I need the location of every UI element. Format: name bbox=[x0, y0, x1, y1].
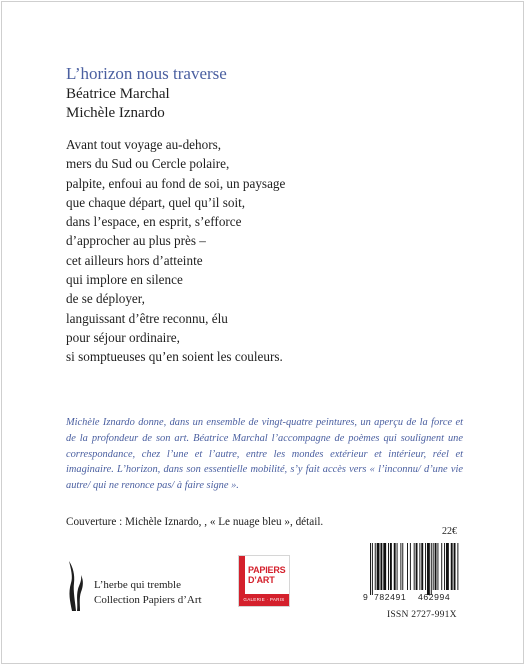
barcode-bar bbox=[419, 543, 420, 590]
poem-line: de se déployer, bbox=[66, 291, 145, 307]
publisher-name: L’herbe qui tremble bbox=[94, 579, 181, 591]
price-label: 22€ bbox=[442, 526, 457, 537]
author-2: Michèle Iznardo bbox=[66, 105, 165, 121]
issn-label: ISSN 2727-991X bbox=[387, 609, 457, 620]
poem-line: Avant tout voyage au-dehors, bbox=[66, 137, 222, 152]
blurb-paragraph: Michèle Iznardo donne, dans un ensemble de vingt-quatre peintures, un aperçu de la force et de la profondeur de son art. Béatrice Marchal l’accompagne de poèmes qui soulignent une correspondance, chez l’une et l’autre, entre les mondes extérieur et intérieur, réel et imaginaire. L’horizon, dans son essentielle mobilité, s’y fait accès vers « l’inconnu/ d’une vie autre/ qui ne renonce pas/ à faire signe ». bbox=[66, 417, 463, 492]
logo-line-1: PAPIERS bbox=[248, 565, 286, 575]
poem-line: si somptueuses qu’en soient les couleurs. bbox=[66, 349, 283, 365]
poem-line: dans l’espace, en esprit, s’efforce bbox=[66, 214, 242, 230]
barcode-bar bbox=[444, 543, 445, 590]
poem-line: palpite, enfoui au fond de soi, un paysage bbox=[66, 175, 286, 191]
papiers-dart-logo bbox=[238, 555, 290, 607]
barcode-bar bbox=[410, 543, 411, 590]
barcode-bar bbox=[457, 543, 458, 590]
barcode-bar bbox=[446, 543, 449, 590]
poem-line: cet ailleurs hors d’atteinte bbox=[66, 252, 203, 268]
barcode-bar bbox=[414, 543, 415, 590]
barcode-bar bbox=[454, 543, 456, 590]
author-1: Béatrice Marchal bbox=[66, 86, 170, 102]
book-title: L’horizon nous traverse bbox=[66, 64, 227, 83]
barcode-bar bbox=[380, 543, 382, 590]
barcode-bar bbox=[416, 543, 418, 590]
barcode-digits-left: 782491 bbox=[374, 592, 407, 602]
barcode-bar bbox=[441, 543, 442, 590]
back-cover bbox=[1, 1, 524, 664]
barcode-bar bbox=[427, 543, 430, 595]
barcode-bar bbox=[394, 543, 396, 590]
barcode-bar bbox=[431, 543, 432, 595]
barcode-bar bbox=[433, 543, 434, 590]
barcode-bar bbox=[421, 543, 423, 590]
barcode-bar bbox=[425, 543, 426, 590]
poem-line: qui implore en silence bbox=[66, 272, 183, 288]
barcode-bar bbox=[402, 543, 403, 590]
grass-logo-icon bbox=[66, 557, 88, 611]
barcode-bar bbox=[370, 543, 371, 595]
publisher-block bbox=[94, 578, 202, 607]
barcode-bar bbox=[451, 543, 453, 590]
barcode-bar bbox=[375, 543, 376, 590]
barcode-bar bbox=[397, 543, 398, 590]
barcode-bar bbox=[377, 543, 380, 590]
barcode-bar bbox=[390, 543, 392, 590]
cover-credit: Couverture : Michèle Iznardo, , « Le nuage bleu », détail. bbox=[66, 516, 324, 528]
barcode-digit-first: 9 bbox=[363, 592, 368, 602]
barcode-bar bbox=[388, 543, 389, 590]
barcode-digits-right: 462994 bbox=[418, 592, 451, 602]
barcode-bar bbox=[435, 543, 437, 590]
poem-line: que chaque départ, quel qu’il soit, bbox=[66, 194, 246, 210]
poem-line: languissant d’être reconnu, élu bbox=[66, 310, 228, 326]
logo-tagline: GALERIE · PARIS bbox=[239, 594, 289, 606]
barcode-bar bbox=[400, 543, 401, 590]
poem-line: mers du Sud ou Cercle polaire, bbox=[66, 156, 230, 172]
barcode-bar bbox=[437, 543, 438, 590]
poem-line: pour séjour ordinaire, bbox=[66, 329, 180, 345]
collection-name: Collection Papiers d’Art bbox=[94, 593, 202, 606]
logo-line-2: D’ART bbox=[248, 574, 275, 585]
barcode-bar bbox=[383, 543, 386, 590]
barcode-bar bbox=[372, 543, 373, 595]
logo-wordmark bbox=[248, 566, 285, 585]
poem-line: d’approcher au plus près – bbox=[66, 233, 206, 249]
poem bbox=[66, 135, 285, 367]
barcode-bar bbox=[407, 543, 408, 590]
